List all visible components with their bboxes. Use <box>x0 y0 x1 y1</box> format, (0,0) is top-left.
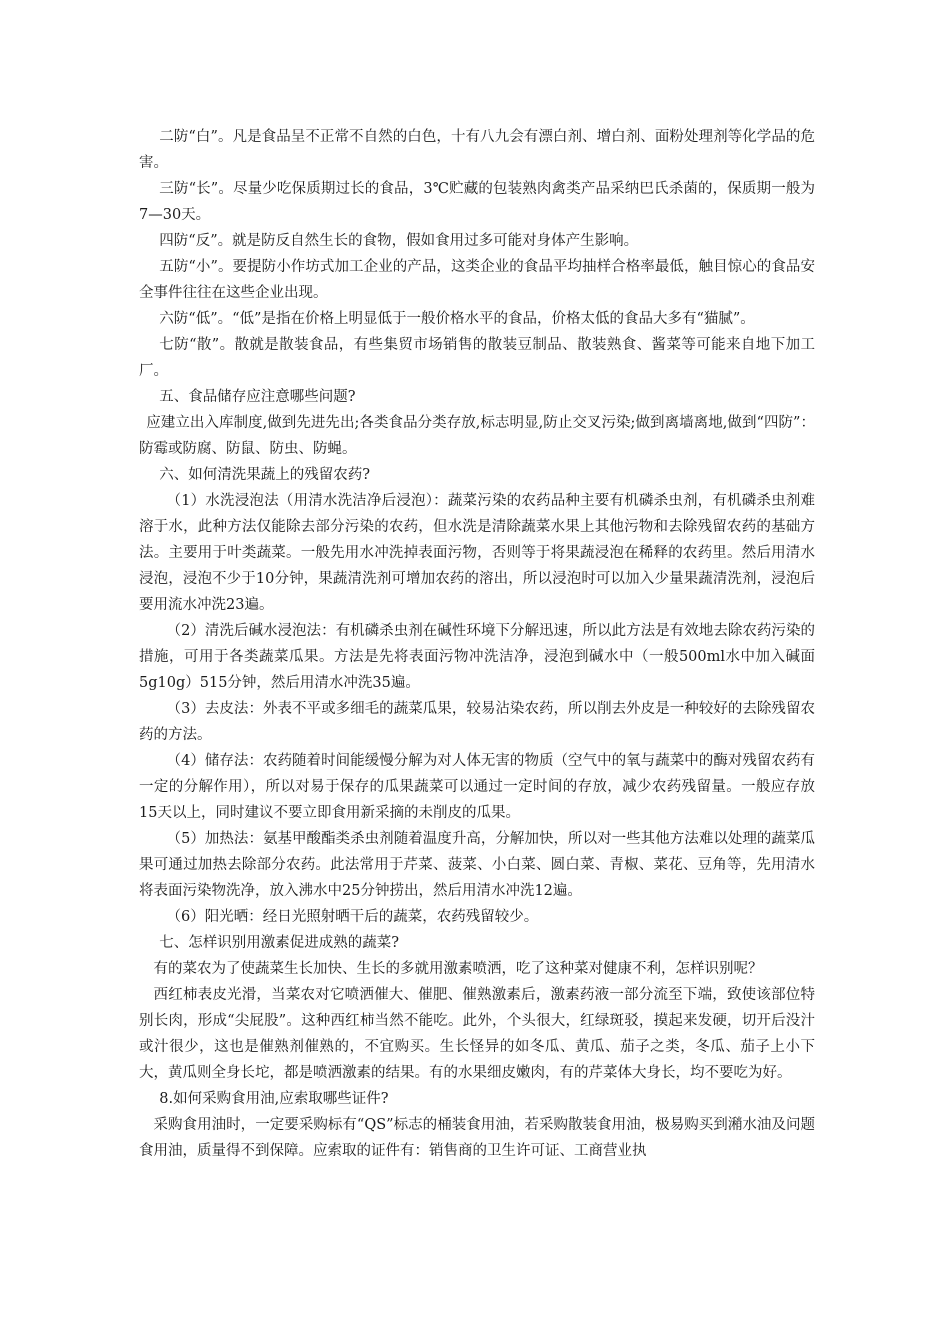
paragraph-15: （6）阳光晒：经日光照射晒干后的蔬菜，农药残留较少。 <box>166 909 539 925</box>
paragraph-6: 七防“散”。散就是散装食品，有些集贸市场销售的散装豆制品、散装熟食、酱菜等可能来自地下加工厂。 <box>139 337 815 379</box>
paragraph-19: 8.如何采购食用油,应索取哪些证件? <box>159 1091 389 1107</box>
paragraph-4: 五防“小”。要提防小作坊式加工企业的产品，这类企业的食品平均抽样合格率最低，触目惊心的食品安全事件往往在这些企业出现。 <box>139 259 815 301</box>
paragraph-3: 四防“反”。就是防反自然生长的食物，假如食用过多可能对身体产生影响。 <box>159 233 639 249</box>
paragraph-17: 有的菜农为了使蔬菜生长加快、生长的多就用激素喷洒，吃了这种菜对健康不利，怎样识别呢？ <box>153 961 763 977</box>
paragraph-9: 六、如何清洗果蔬上的残留农药? <box>159 467 371 483</box>
paragraph-7: 五、食品储存应注意哪些问题? <box>159 389 356 405</box>
paragraph-10: （1）水洗浸泡法（用清水洗洁净后浸泡）：蔬菜污染的农药品种主要有机磷杀虫剂，有机磷杀虫剂难溶于水，此种方法仅能除去部分污染的农药，但水洗是清除蔬菜水果上其他污物和去除残留农药的基础方法。主要用于叶类蔬菜。一般先用水冲洗掉表面污物，否则等于将果蔬浸泡在稀释的农药里。然后用清水浸泡，浸泡不少于10分钟，果蔬清洗剂可增加农药的溶出，所以浸泡时可以加入少量果蔬清洗剂，浸泡后要用流水冲洗23遍。 <box>139 493 815 613</box>
paragraph-2: 三防“长”。尽量少吃保质期过长的食品，3℃贮藏的包装熟肉禽类产品采纳巴氏杀菌的，保质期一般为7—30天。 <box>139 181 815 223</box>
document-body <box>139 124 815 1164</box>
paragraph-13: （4）储存法：农药随着时间能缓慢分解为对人体无害的物质（空气中的氧与蔬菜中的酶对残留农药有一定的分解作用），所以对易于保存的瓜果蔬菜可以通过一定时间的存放，减少农药残留量。一般应存放15天以上，同时建议不要立即食用新采摘的未削皮的瓜果。 <box>139 753 815 821</box>
paragraph-12: （3）去皮法：外表不平或多细毛的蔬菜瓜果，较易沾染农药，所以削去外皮是一种较好的去除残留农药的方法。 <box>139 701 815 743</box>
paragraph-5: 六防“低”。“低”是指在价格上明显低于一般价格水平的食品，价格太低的食品大多有“猫腻”。 <box>159 311 755 327</box>
paragraph-1: 二防“白”。凡是食品呈不正常不自然的白色，十有八九会有漂白剂、增白剂、面粉处理剂等化学品的危害。 <box>139 129 815 171</box>
paragraph-8: 应建立出入库制度,做到先进先出;各类食品分类存放,标志明显,防止交叉污染;做到离墙离地,做到“四防”：防霉或防腐、防鼠、防虫、防蝇。 <box>139 415 815 457</box>
paragraph-14: （5）加热法：氨基甲酸酯类杀虫剂随着温度升高，分解加快，所以对一些其他方法难以处理的蔬菜瓜果可通过加热去除部分农药。此法常用于芹菜、菠菜、小白菜、圆白菜、青椒、菜花、豆角等，先用清水将表面污染物洗净，放入沸水中25分钟捞出，然后用清水冲洗12遍。 <box>139 831 815 899</box>
paragraph-20: 采购食用油时，一定要采购标有“QS”标志的桶装食用油，若采购散装食用油，极易购买到潲水油及问题食用油，质量得不到保障。应索取的证件有：销售商的卫生许可证、工商营业执 <box>139 1117 815 1159</box>
paragraph-16: 七、怎样识别用激素促进成熟的蔬菜? <box>159 935 400 951</box>
paragraph-11: （2）清洗后碱水浸泡法：有机磷杀虫剂在碱性环境下分解迅速，所以此方法是有效地去除农药污染的措施，可用于各类蔬菜瓜果。方法是先将表面污物冲洗洁净，浸泡到碱水中（一般500ml水中加入碱面5g10g）515分钟，然后用清水冲洗35遍。 <box>139 623 815 691</box>
paragraph-18: 西红柿表皮光滑，当菜农对它喷洒催大、催肥、催熟激素后，激素药液一部分流至下端，致使该部位特别长肉，形成“尖屁股”。这种西红柿当然不能吃。此外，个头很大，红绿斑驳，摸起来发硬，切开后没汁或汁很少，这也是催熟剂催熟的，不宜购买。生长怪异的如冬瓜、黄瓜、茄子之类，冬瓜、茄子上小下大，黄瓜则全身长坨，都是喷洒激素的结果。有的水果细皮嫩肉，有的芹菜体大身长，均不要吃为好。 <box>139 987 815 1081</box>
